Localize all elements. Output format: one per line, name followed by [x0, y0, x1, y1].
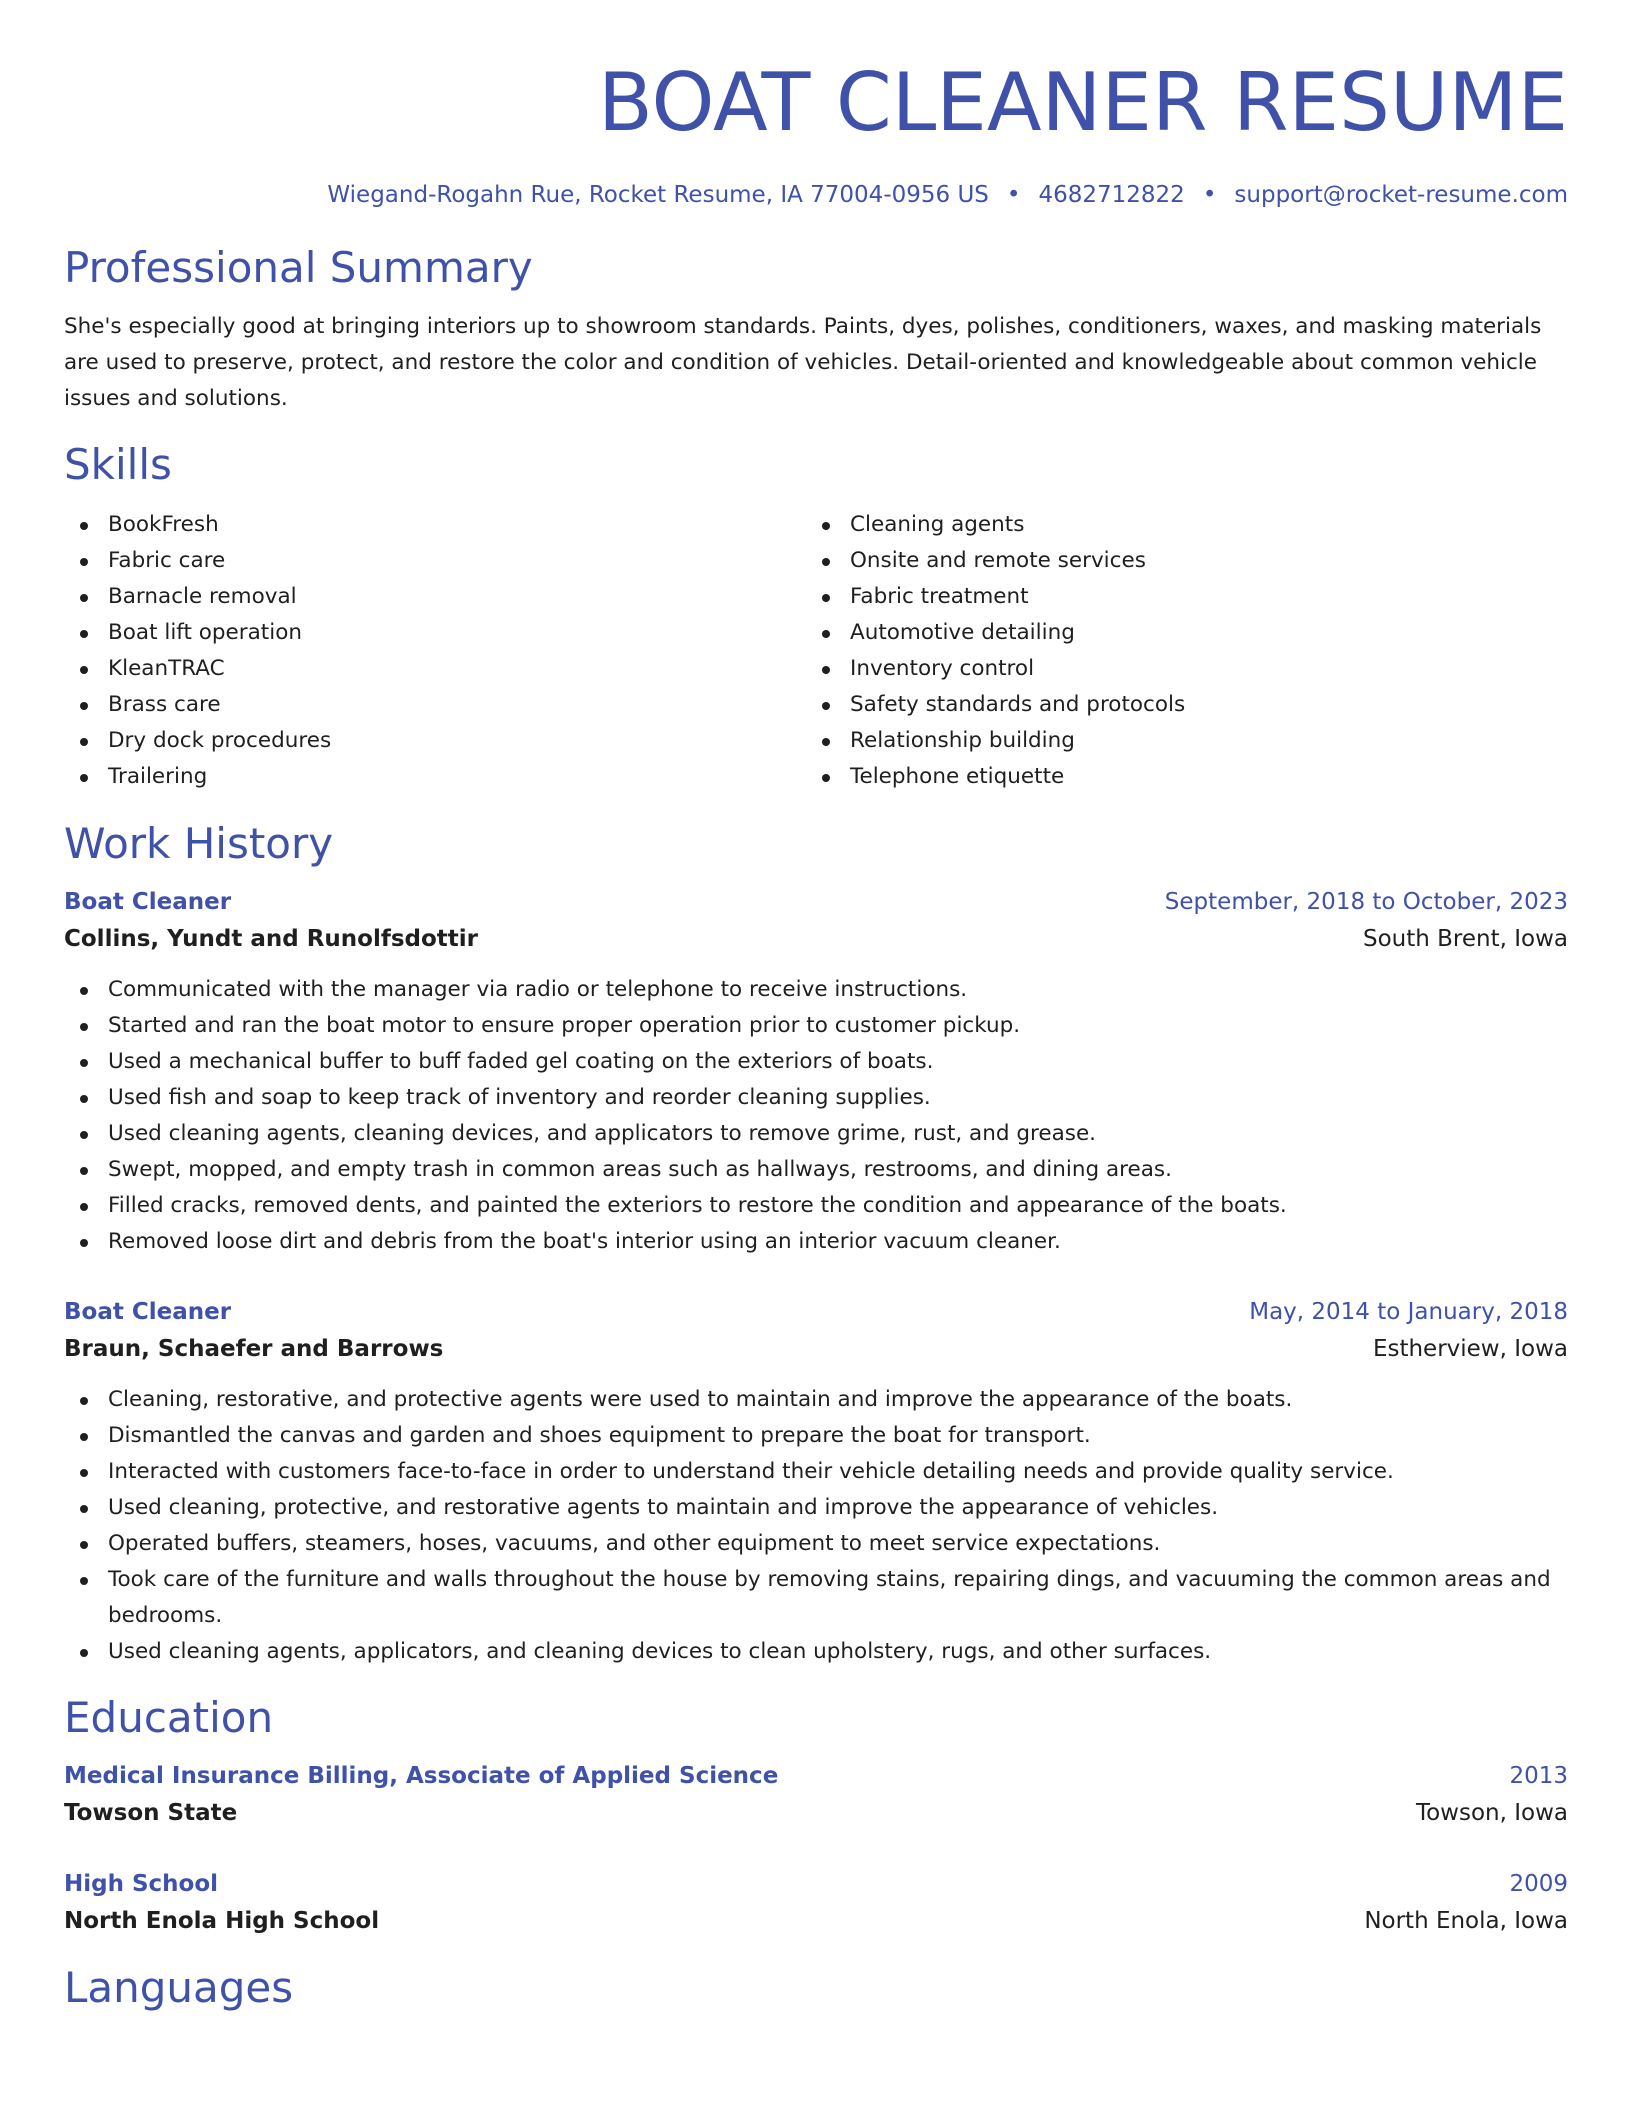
languages-section: [64, 1962, 1568, 2014]
job-entry: [64, 884, 1568, 1260]
education-section: [64, 1692, 1568, 1940]
skill-item: Inventory control: [806, 651, 1548, 687]
job-dates: May, 2014 to January, 2018: [1249, 1299, 1568, 1325]
summary-text: She's especially good at bringing interiors up to showroom standards. Paints, dyes, polishes, conditioners, waxes, and masking materials are used to preserve, protect, and restore the color and condition of vehicles. Detail-oriented and knowledgeable about common vehicle issues and solutions.: [64, 314, 1542, 411]
job-bullet: Filled cracks, removed dents, and painted the exteriors to restore the condition and appearance of the boats.: [64, 1188, 1568, 1224]
education-location: North Enola, Iowa: [1364, 1908, 1568, 1934]
skills-section: [64, 439, 1568, 795]
skill-item: Barnacle removal: [64, 579, 806, 615]
job-bullet: Started and ran the boat motor to ensure proper operation prior to customer pickup.: [64, 1008, 1568, 1044]
education-school: Towson State: [64, 1800, 238, 1826]
job-bullet: Interacted with customers face-to-face in order to understand their vehicle detailing needs and provide quality service.: [64, 1454, 1568, 1490]
contact-line: [64, 179, 1568, 211]
skill-item: Fabric care: [64, 543, 806, 579]
job-title: Boat Cleaner: [64, 889, 232, 915]
education-entry: [64, 1758, 1568, 1832]
job-dates: September, 2018 to October, 2023: [1164, 889, 1568, 915]
job-subheader: [64, 1330, 1568, 1368]
skill-item: Fabric treatment: [806, 579, 1548, 615]
job-bullets: [64, 972, 1568, 1260]
job-bullet: Used cleaning agents, applicators, and cleaning devices to clean upholstery, rugs, and other surfaces.: [64, 1634, 1568, 1670]
skill-item: Dry dock procedures: [64, 723, 806, 759]
skills-column-right: [806, 507, 1548, 795]
job-header: [64, 1294, 1568, 1330]
contact-email[interactable]: support@rocket-resume.com: [1234, 182, 1568, 208]
job-subheader: [64, 920, 1568, 958]
job-bullet: Used cleaning agents, cleaning devices, and applicators to remove grime, rust, and grease.: [64, 1116, 1568, 1152]
education-year: 2013: [1509, 1763, 1568, 1789]
job-company: Collins, Yundt and Runolfsdottir: [64, 926, 479, 952]
job-bullet: Took care of the furniture and walls throughout the house by removing stains, repairing dings, and vacuuming the common areas and bedrooms.: [64, 1562, 1568, 1634]
job-bullet: Operated buffers, steamers, hoses, vacuums, and other equipment to meet service expectations.: [64, 1526, 1568, 1562]
section-title-skills: Skills: [64, 440, 172, 489]
job-title: Boat Cleaner: [64, 1299, 232, 1325]
education-subheader: [64, 1794, 1568, 1832]
skill-item: BookFresh: [64, 507, 806, 543]
job-location: Estherview, Iowa: [1372, 1336, 1568, 1362]
skill-item: Relationship building: [806, 723, 1548, 759]
job-bullet: Used a mechanical buffer to buff faded gel coating on the exteriors of boats.: [64, 1044, 1568, 1080]
job-location: South Brent, Iowa: [1362, 926, 1568, 952]
skill-item: Boat lift operation: [64, 615, 806, 651]
summary-section: [64, 242, 1568, 417]
contact-phone[interactable]: 4682712822: [1038, 182, 1185, 208]
contact-separator: •: [1006, 182, 1021, 208]
job-bullets: [64, 1382, 1568, 1670]
education-year: 2009: [1509, 1871, 1568, 1897]
job-bullet: Used fish and soap to keep track of inventory and reorder cleaning supplies.: [64, 1080, 1568, 1116]
skills-list: [64, 507, 1568, 795]
section-title-education: Education: [64, 1693, 274, 1742]
section-title-languages: Languages: [64, 1963, 294, 2012]
education-entry: [64, 1866, 1568, 1940]
job-company: Braun, Schaefer and Barrows: [64, 1336, 444, 1362]
section-title-summary: Professional Summary: [64, 243, 533, 292]
resume-page: [64, 0, 1568, 2014]
job-bullet: Removed loose dirt and debris from the boat's interior using an interior vacuum cleaner.: [64, 1224, 1568, 1260]
skill-item: Cleaning agents: [806, 507, 1548, 543]
work-history-section: [64, 818, 1568, 1670]
education-header: [64, 1866, 1568, 1902]
job-bullet: Dismantled the canvas and garden and shoes equipment to prepare the boat for transport.: [64, 1418, 1568, 1454]
skill-item: Automotive detailing: [806, 615, 1548, 651]
skill-item: KleanTRAC: [64, 651, 806, 687]
skill-item: Brass care: [64, 687, 806, 723]
education-degree: Medical Insurance Billing, Associate of Applied Science: [64, 1763, 779, 1789]
contact-separator: •: [1202, 182, 1217, 208]
education-location: Towson, Iowa: [1415, 1800, 1568, 1826]
job-bullet: Swept, mopped, and empty trash in common areas such as hallways, restrooms, and dining areas.: [64, 1152, 1568, 1188]
section-title-work-history: Work History: [64, 819, 334, 868]
job-header: [64, 884, 1568, 920]
skill-item: Onsite and remote services: [806, 543, 1548, 579]
job-bullet: Used cleaning, protective, and restorative agents to maintain and improve the appearance of vehicles.: [64, 1490, 1568, 1526]
skill-item: Safety standards and protocols: [806, 687, 1548, 723]
skill-item: Trailering: [64, 759, 806, 795]
education-header: [64, 1758, 1568, 1794]
education-subheader: [64, 1902, 1568, 1940]
education-degree: High School: [64, 1871, 219, 1897]
contact-address: Wiegand-Rogahn Rue, Rocket Resume, IA 77004-0956 US: [327, 182, 989, 208]
job-entry: [64, 1294, 1568, 1670]
job-bullet: Cleaning, restorative, and protective agents were used to maintain and improve the appearance of the boats.: [64, 1382, 1568, 1418]
education-school: North Enola High School: [64, 1908, 380, 1934]
job-bullet: Communicated with the manager via radio or telephone to receive instructions.: [64, 972, 1568, 1008]
skill-item: Telephone etiquette: [806, 759, 1548, 795]
resume-title: BOAT CLEANER RESUME: [598, 56, 1568, 149]
skills-column-left: [64, 507, 806, 795]
